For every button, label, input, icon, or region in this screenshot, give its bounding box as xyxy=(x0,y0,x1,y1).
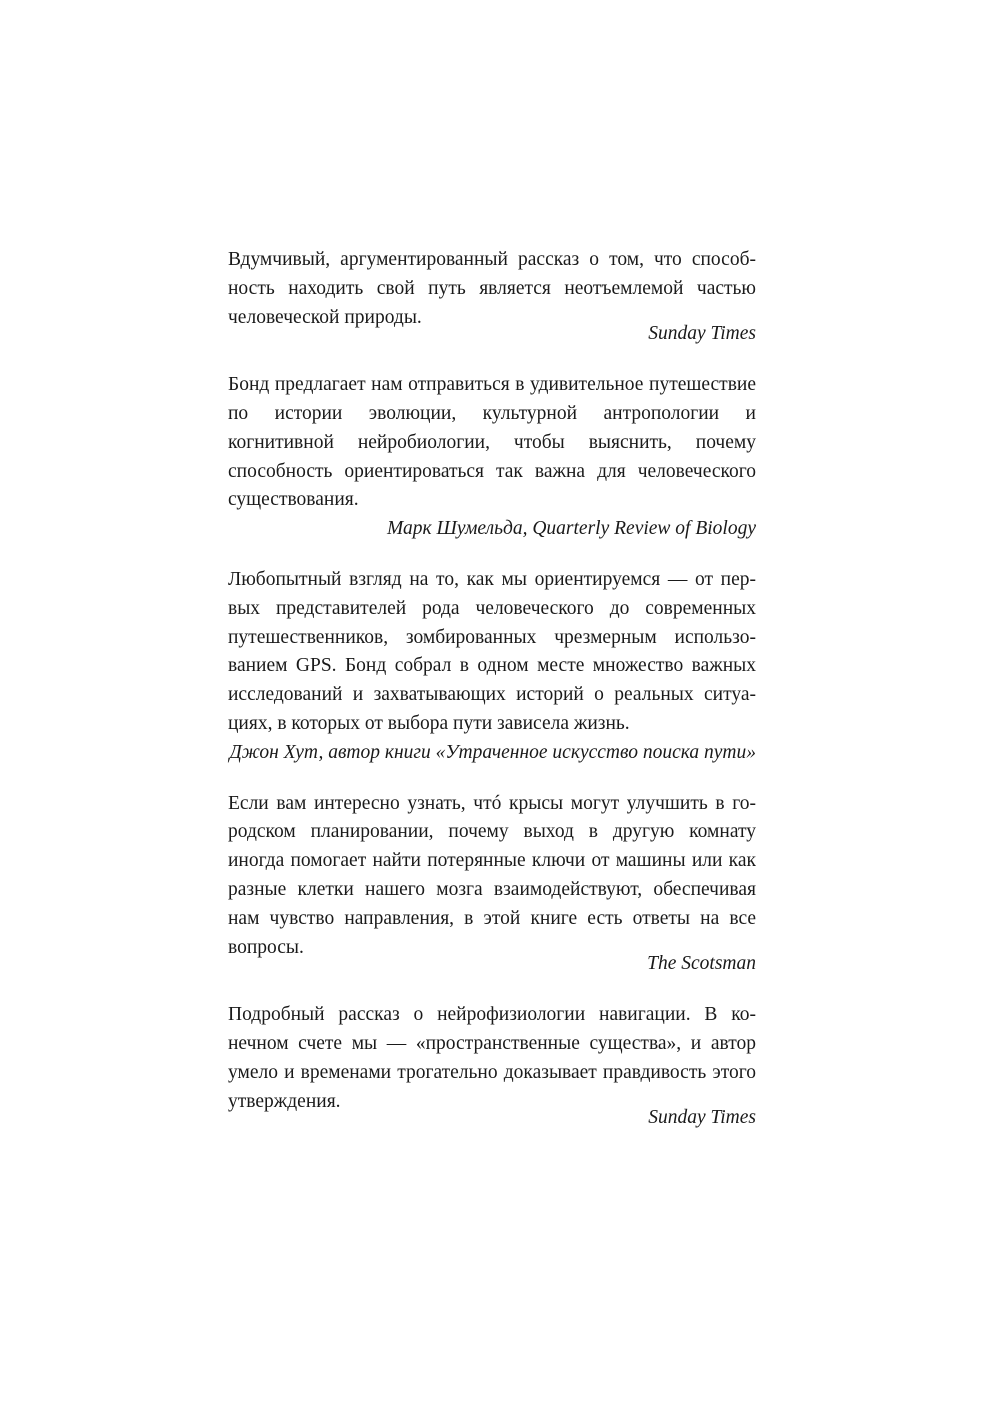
review-source: Джон Хут, автор книги «Утраченное искусство поиска пути» xyxy=(229,741,756,763)
review-source: Марк Шумельда, Quarterly Review of Biology xyxy=(387,518,756,540)
praise-page xyxy=(228,246,756,1155)
review-quote: Вдумчивый, аргументированный рассказ о том, что способность находить свой путь является неотъемлемой частью человеческой природы. xyxy=(228,249,756,328)
review-quote: Подробный рассказ о нейрофизиологии навигации. В конечном счете мы — «пространственные существа», и автор умело и временами трогательно доказывает правдивость этого утверждения. xyxy=(228,1004,756,1112)
review-blurb xyxy=(228,566,756,768)
review-quote: Если вам интересно узнать, чтó крысы могут улучшить в городском планировании, почему выход в другую комнату иногда помогает найти потерянные ключи от машины или как разные клетки нашего мозга взаимодействуют, обеспечивая нам чувство направления, в этой книге есть ответы на все вопросы. xyxy=(228,792,756,958)
review-source: Sunday Times xyxy=(648,323,756,345)
review-blurb xyxy=(228,790,756,980)
review-blurb xyxy=(228,246,756,349)
review-blurb xyxy=(228,371,756,544)
review-quote: Любопытный взгляд на то, как мы ориентируемся — от первых представителей рода человеческого до современных путешественников, зомбированных чрезмерным использованием GPS. Бонд собрал в одном месте множество важных исследований и захватывающих историй о реальных ситуациях, в которых от выбора пути зависела жизнь. xyxy=(228,568,756,734)
review-blurb xyxy=(228,1001,756,1133)
review-source: Sunday Times xyxy=(648,1107,756,1129)
review-quote: Бонд предлагает нам отправиться в удивительное путешествие по истории эволюции, культурной антропологии и когнитивной нейробиологии, чтобы выяснить, почему способность ориентироваться так важна для человеческого существования. xyxy=(228,374,756,511)
review-source: The Scotsman xyxy=(647,953,756,975)
